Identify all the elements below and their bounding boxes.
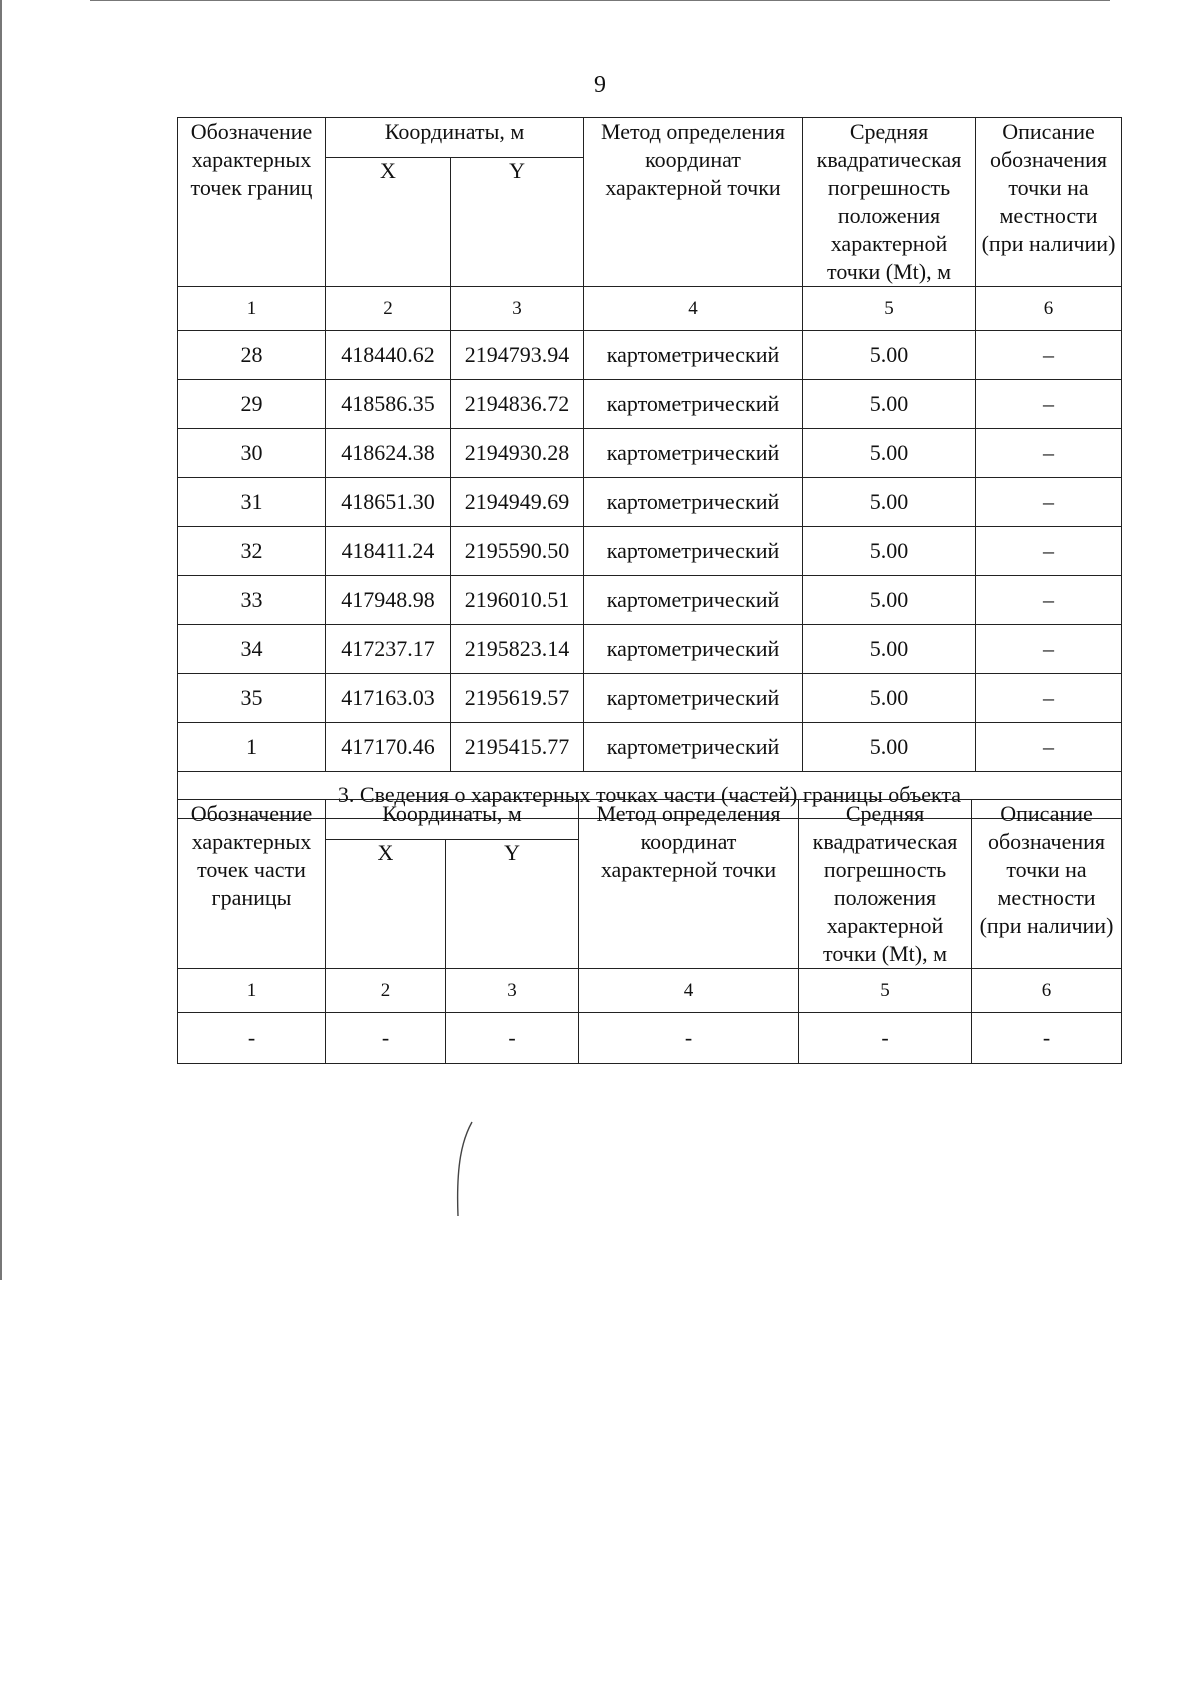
mt-cell: 5.00 xyxy=(803,576,976,625)
desc-cell: – xyxy=(976,576,1122,625)
desc-cell: – xyxy=(976,674,1122,723)
y-cell: 2195415.77 xyxy=(451,723,584,772)
desc-cell: – xyxy=(976,380,1122,429)
x-cell: 417163.03 xyxy=(326,674,451,723)
desc-cell: – xyxy=(976,429,1122,478)
mt-cell: 5.00 xyxy=(803,674,976,723)
mt-cell: 5.00 xyxy=(803,478,976,527)
column-number: 1 xyxy=(178,287,326,331)
method-cell: картометрический xyxy=(584,674,803,723)
mt-cell: 5.00 xyxy=(803,380,976,429)
header-point-designation: Обозначение характерных точек границ xyxy=(178,118,326,287)
x-cell: 418586.35 xyxy=(326,380,451,429)
desc-cell: – xyxy=(976,478,1122,527)
table-row xyxy=(178,527,1122,576)
y-cell: 2194836.72 xyxy=(451,380,584,429)
boundary-points-table xyxy=(177,117,1122,819)
column-number: 1 xyxy=(178,969,326,1013)
point-cell: 28 xyxy=(178,331,326,380)
table-row xyxy=(178,331,1122,380)
point-cell: 34 xyxy=(178,625,326,674)
column-number: 4 xyxy=(579,969,799,1013)
y-cell: - xyxy=(446,1013,579,1064)
page-number: 9 xyxy=(594,72,606,98)
scan-edge-line xyxy=(0,0,2,1280)
y-cell: 2195619.57 xyxy=(451,674,584,723)
x-cell: 418440.62 xyxy=(326,331,451,380)
column-number: 5 xyxy=(799,969,972,1013)
mt-cell: 5.00 xyxy=(803,723,976,772)
column-number: 2 xyxy=(326,287,451,331)
table-row xyxy=(178,478,1122,527)
column-number-row xyxy=(178,969,1122,1013)
point-cell: 30 xyxy=(178,429,326,478)
header-point-designation: Обозначение характерных точек части границы xyxy=(178,800,326,969)
column-number: 6 xyxy=(972,969,1122,1013)
mt-cell: 5.00 xyxy=(803,429,976,478)
method-cell: картометрический xyxy=(584,380,803,429)
x-cell: 417948.98 xyxy=(326,576,451,625)
column-number: 3 xyxy=(451,287,584,331)
column-number: 3 xyxy=(446,969,579,1013)
x-cell: 417170.46 xyxy=(326,723,451,772)
method-cell: картометрический xyxy=(584,478,803,527)
mt-cell: 5.00 xyxy=(803,527,976,576)
pen-stroke-mark xyxy=(450,1120,480,1220)
table-row xyxy=(178,723,1122,772)
column-number: 6 xyxy=(976,287,1122,331)
x-cell: 417237.17 xyxy=(326,625,451,674)
y-cell: 2194793.94 xyxy=(451,331,584,380)
table-row xyxy=(178,674,1122,723)
method-cell: картометрический xyxy=(584,723,803,772)
mt-cell: 5.00 xyxy=(803,625,976,674)
mt-cell: 5.00 xyxy=(803,331,976,380)
point-cell: - xyxy=(178,1013,326,1064)
method-cell: картометрический xyxy=(584,429,803,478)
header-mean-error: Средняя квадратическая погрешность положения характерной точки (Mt), м xyxy=(799,800,972,969)
header-coordinates: Координаты, м xyxy=(326,800,579,840)
method-cell: картометрический xyxy=(584,625,803,674)
boundary-part-points-table xyxy=(177,799,1122,1064)
header-description: Описание обозначения точки на местности (при наличии) xyxy=(972,800,1122,969)
point-cell: 29 xyxy=(178,380,326,429)
section-title: 3. Сведения о характерных точках части (частей) границы объекта xyxy=(178,772,1122,819)
column-number: 4 xyxy=(584,287,803,331)
y-cell: 2194930.28 xyxy=(451,429,584,478)
method-cell: - xyxy=(579,1013,799,1064)
table-row xyxy=(178,429,1122,478)
desc-cell: – xyxy=(976,625,1122,674)
column-number: 5 xyxy=(803,287,976,331)
y-cell: 2195823.14 xyxy=(451,625,584,674)
header-coordinates: Координаты, м xyxy=(326,118,584,158)
x-cell: 418624.38 xyxy=(326,429,451,478)
header-y: Y xyxy=(446,839,579,968)
point-cell: 32 xyxy=(178,527,326,576)
table-row xyxy=(178,380,1122,429)
header-description: Описание обозначения точки на местности (при наличии) xyxy=(976,118,1122,287)
column-number-row xyxy=(178,287,1122,331)
mt-cell: - xyxy=(799,1013,972,1064)
header-mean-error: Средняя квадратическая погрешность положения характерной точки (Mt), м xyxy=(803,118,976,287)
header-method: Метод определения координат характерной точки xyxy=(584,118,803,287)
table-row xyxy=(178,1013,1122,1064)
column-number: 2 xyxy=(326,969,446,1013)
desc-cell: - xyxy=(972,1013,1122,1064)
x-cell: 418651.30 xyxy=(326,478,451,527)
desc-cell: – xyxy=(976,527,1122,576)
header-method: Метод определения координат характерной точки xyxy=(579,800,799,969)
point-cell: 1 xyxy=(178,723,326,772)
scan-top-line xyxy=(90,0,1110,1)
table-row xyxy=(178,625,1122,674)
header-y: Y xyxy=(451,157,584,286)
method-cell: картометрический xyxy=(584,576,803,625)
x-cell: - xyxy=(326,1013,446,1064)
y-cell: 2194949.69 xyxy=(451,478,584,527)
desc-cell: – xyxy=(976,331,1122,380)
point-cell: 33 xyxy=(178,576,326,625)
y-cell: 2196010.51 xyxy=(451,576,584,625)
point-cell: 31 xyxy=(178,478,326,527)
desc-cell: – xyxy=(976,723,1122,772)
header-x: X xyxy=(326,839,446,968)
header-x: X xyxy=(326,157,451,286)
x-cell: 418411.24 xyxy=(326,527,451,576)
method-cell: картометрический xyxy=(584,527,803,576)
y-cell: 2195590.50 xyxy=(451,527,584,576)
point-cell: 35 xyxy=(178,674,326,723)
table-row xyxy=(178,576,1122,625)
method-cell: картометрический xyxy=(584,331,803,380)
